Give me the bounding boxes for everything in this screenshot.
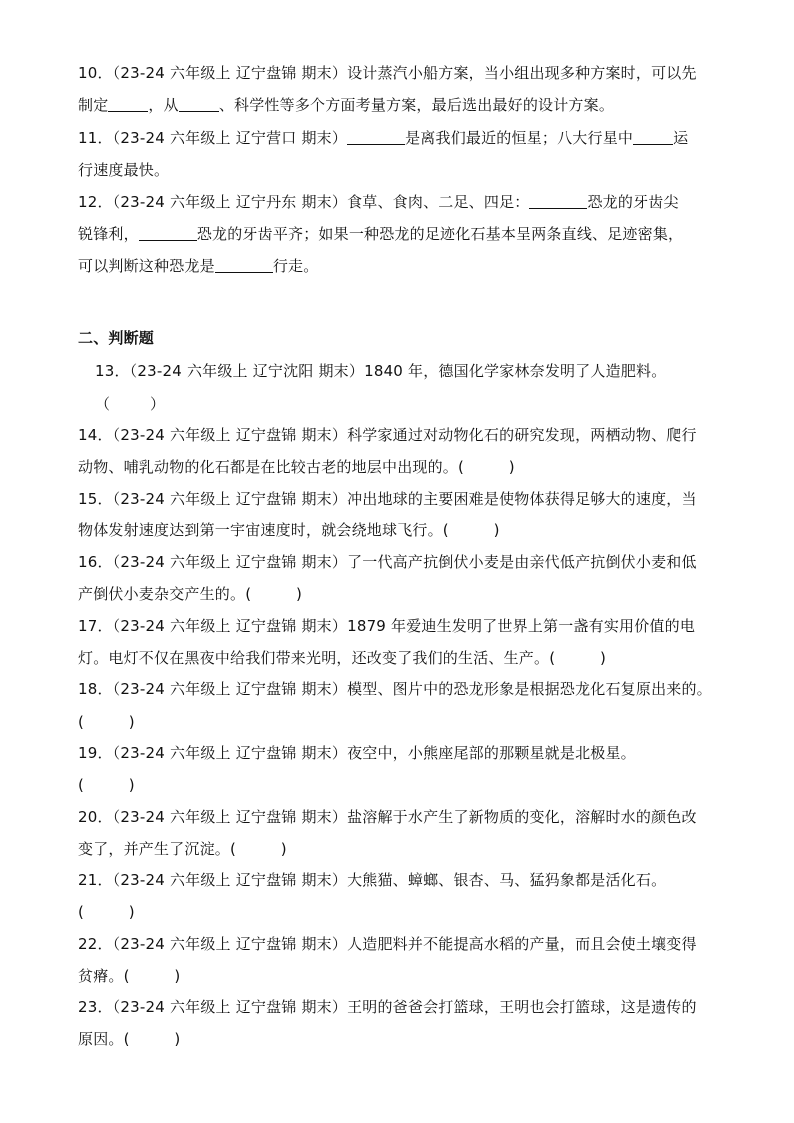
question-11-line-2: 行速度最快。 [78, 161, 170, 179]
question-19-line-1: 19．（23-24 六年级上 辽宁盘锦 期末）夜空中，小熊座尾部的那颗星就是北极星。 [78, 744, 636, 762]
answer-blank[interactable] [215, 258, 273, 273]
question-13-line-1: 13．（23-24 六年级上 辽宁沈阳 期末）1840 年，德国化学家林奈发明了人造肥料。 [95, 362, 667, 380]
question-14-line-2[interactable]: 动物、哺乳动物的化石都是在比较古老的地层中出现的。( ) [78, 458, 515, 476]
answer-blank[interactable] [139, 226, 197, 241]
question-22-line-1: 22．（23-24 六年级上 辽宁盘锦 期末）人造肥料并不能提高水稻的产量，而且会使土壤变得 [78, 935, 697, 953]
question-23-line-1: 23．（23-24 六年级上 辽宁盘锦 期末）王明的爸爸会打篮球，王明也会打篮球，这是遗传的 [78, 998, 697, 1016]
question-12-line-1 [78, 193, 728, 211]
question-12-line-3 [78, 257, 728, 275]
question-16-line-2[interactable]: 产倒伏小麦杂交产生的。( ) [78, 585, 303, 603]
question-20-line-1: 20．（23-24 六年级上 辽宁盘锦 期末）盐溶解于水产生了新物质的变化，溶解时水的颜色改 [78, 808, 697, 826]
question-16-line-1: 16．（23-24 六年级上 辽宁盘锦 期末）了一代高产抗倒伏小麦是由亲代低产抗倒伏小麦和低 [78, 553, 697, 571]
question-15-line-2[interactable]: 物体发射速度达到第一宇宙速度时，就会绕地球飞行。( ) [78, 521, 500, 539]
question-12-line-2 [78, 225, 728, 243]
answer-blank[interactable] [347, 130, 405, 145]
section-heading: 二、判断题 [78, 329, 155, 347]
question-17-line-1: 17．（23-24 六年级上 辽宁盘锦 期末）1879 年爱迪生发明了世界上第一盏有实用价值的电 [78, 617, 696, 635]
question-15-line-1: 15．（23-24 六年级上 辽宁盘锦 期末）冲出地球的主要困难是使物体获得足够大的速度，当 [78, 490, 697, 508]
question-12-text-f: 行走。 [272, 257, 319, 275]
question-10-text-b: ，从 [148, 96, 179, 114]
answer-blank[interactable] [179, 97, 219, 112]
question-17-line-2[interactable]: 灯。电灯不仅在黑夜中给我们带来光明，还改变了我们的生活、生产。( ) [78, 649, 607, 667]
question-19-line-2[interactable]: ( ) [78, 776, 135, 794]
question-23-line-2[interactable]: 原因。( ) [78, 1030, 181, 1048]
question-12-text-e: 可以判断这种恐龙是 [78, 257, 215, 275]
question-11-text-b: 是离我们最近的恒星；八大行星中 [405, 129, 634, 147]
question-12-text-a: 12．（23-24 六年级上 辽宁丹东 期末）食草、食肉、二足、四足： [78, 193, 530, 211]
question-11-text-a: 11．（23-24 六年级上 辽宁营口 期末） [78, 129, 348, 147]
question-12-text-c: 锐锋利， [78, 225, 139, 243]
question-14-line-1: 14．（23-24 六年级上 辽宁盘锦 期末）科学家通过对动物化石的研究发现，两栖动物、爬行 [78, 426, 697, 444]
question-12-text-d: 恐龙的牙齿平齐；如果一种恐龙的足迹化石基本呈两条直线、足迹密集， [196, 225, 684, 243]
question-10-text-c: 、科学性等多个方面考量方案，最后选出最好的设计方案。 [218, 96, 615, 114]
answer-blank[interactable] [108, 97, 148, 112]
answer-blank[interactable] [529, 194, 587, 209]
question-18-line-1: 18．（23-24 六年级上 辽宁盘锦 期末）模型、图片中的恐龙形象是根据恐龙化石复原出来的。 [78, 680, 712, 698]
question-11-text-c: 运 [673, 129, 689, 147]
question-12-text-b: 恐龙的牙齿尖 [587, 193, 679, 211]
question-18-line-2[interactable]: ( ) [78, 713, 135, 731]
question-22-line-2[interactable]: 贫瘠。( ) [78, 967, 181, 985]
question-11-line-1 [78, 129, 728, 147]
question-10-line-2 [78, 96, 728, 114]
question-10-line-1: 10．（23-24 六年级上 辽宁盘锦 期末）设计蒸汽小船方案，当小组出现多种方案时，可以先 [78, 64, 697, 82]
question-21-line-2[interactable]: ( ) [78, 903, 135, 921]
answer-blank[interactable] [633, 130, 673, 145]
question-10-text-a: 制定 [78, 96, 109, 114]
question-13-answer[interactable]: （ ） [95, 395, 166, 413]
question-21-line-1: 21．（23-24 六年级上 辽宁盘锦 期末）大熊猫、蟑螂、银杏、马、猛犸象都是活化石。 [78, 871, 667, 889]
question-20-line-2[interactable]: 变了，并产生了沉淀。( ) [78, 840, 287, 858]
